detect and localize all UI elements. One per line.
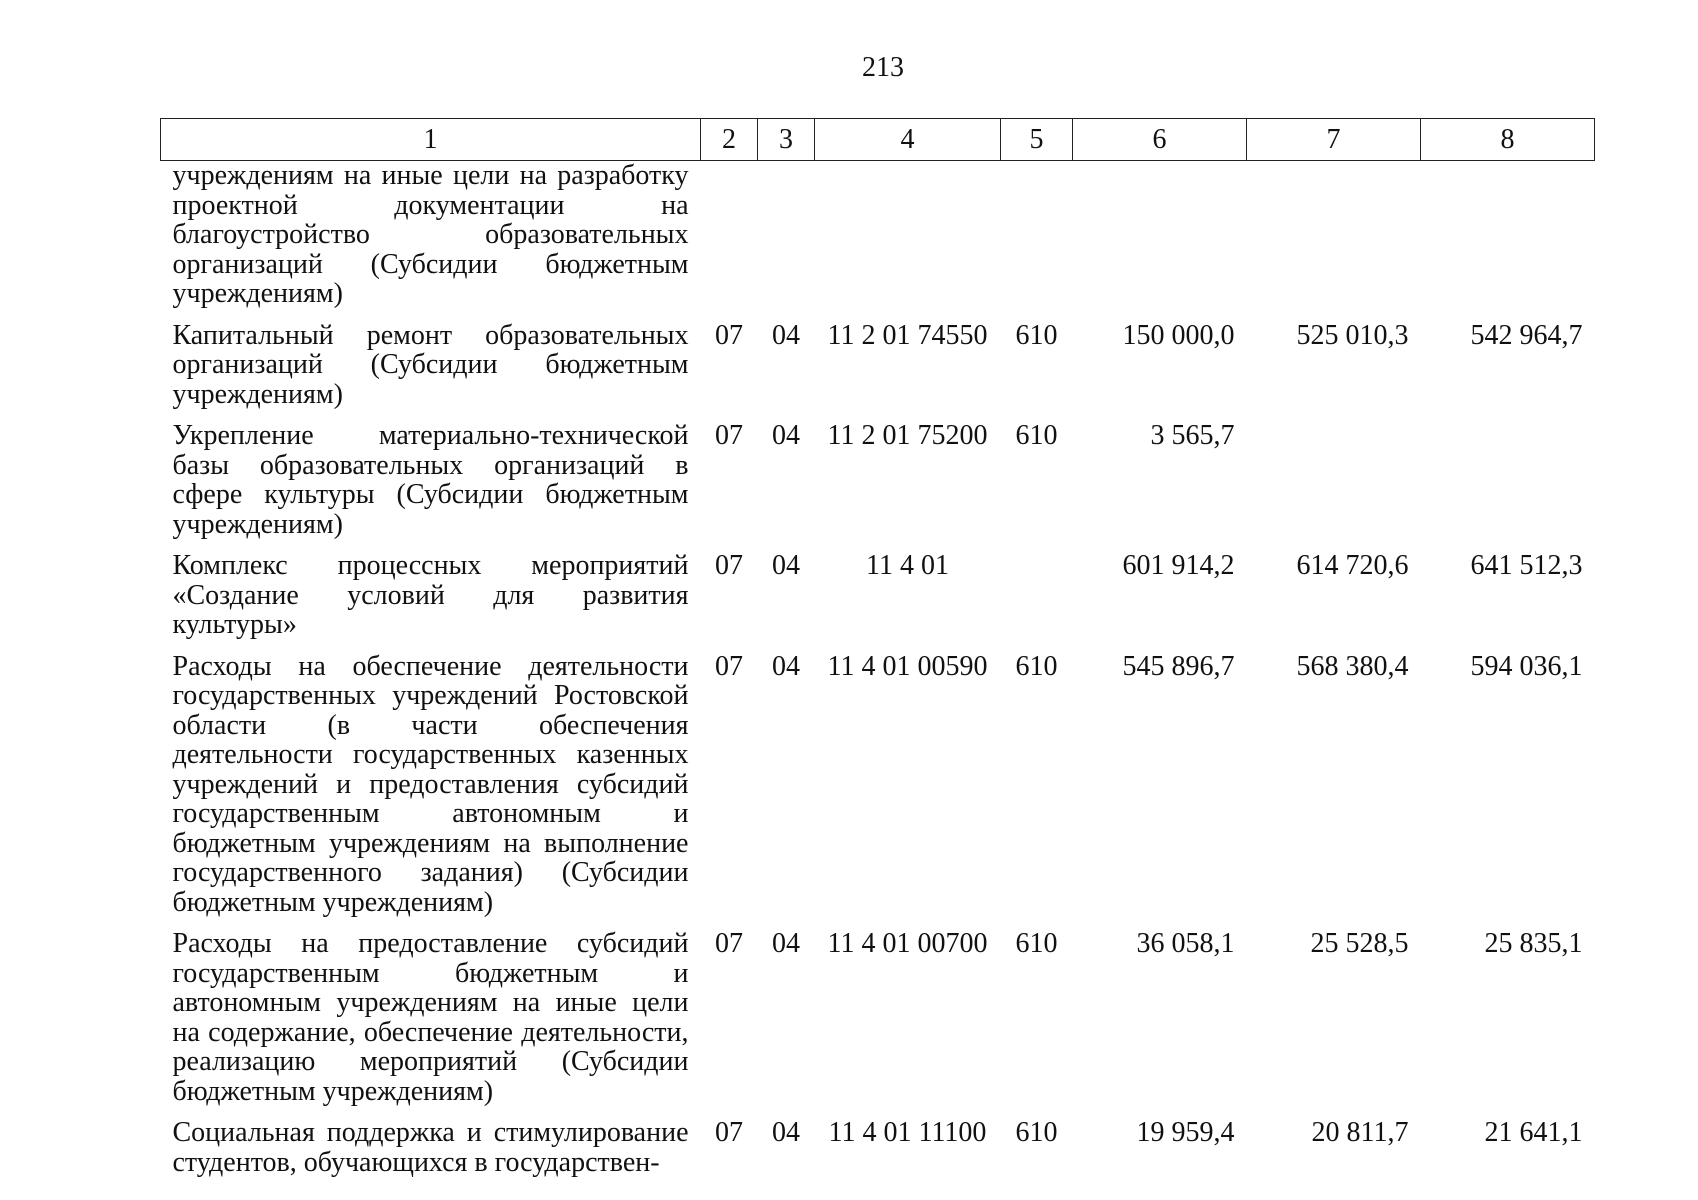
subsection-code: 04	[772, 1117, 800, 1148]
table-row	[161, 929, 1595, 1118]
target-article-code: 11 4 01 11100	[828, 1117, 987, 1148]
amount-col-7: 20 811,7	[1311, 1117, 1409, 1148]
section-code: 07	[715, 928, 743, 959]
amount-col-8: 641 512,3	[1470, 550, 1583, 581]
target-article-code: 11 2 01 75200	[827, 420, 988, 451]
budget-table	[160, 118, 1595, 1189]
target-article-code: 11 4 01 00700	[827, 928, 988, 959]
amount-col-8	[1421, 421, 1595, 551]
amount-col-6: 601 914,2	[1122, 550, 1235, 581]
amount-col-6: 545 896,7	[1122, 650, 1235, 682]
column-header: 7	[1247, 119, 1421, 161]
expense-type-code	[1001, 161, 1073, 321]
amount-col-6: 3 565,7	[1150, 420, 1235, 451]
subsection-code: 04	[772, 650, 800, 682]
target-article-code: 11 4 01	[866, 550, 949, 581]
section-code: 07	[715, 550, 743, 581]
row-description: Укрепление материально-технической базы образовательных организаций в сфере культуры (Субсидии бюджетным учреждениям)	[172, 420, 689, 540]
page-number: 213	[862, 52, 904, 83]
column-header: 4	[815, 119, 1001, 161]
table-row	[161, 161, 1595, 321]
amount-col-8	[1421, 161, 1595, 321]
subsection-code: 04	[772, 420, 800, 451]
expense-type-code: 610	[1015, 1117, 1058, 1148]
subsection-code: 04	[772, 319, 800, 351]
row-description: Социальная поддержка и стимулирование студентов, обучающихся в государствен-	[172, 1117, 689, 1178]
amount-col-7: 614 720,6	[1296, 550, 1409, 581]
expense-type-code: 610	[1015, 928, 1058, 959]
row-description: Расходы на обеспечение деятельности государственных учреждений Ростовской области (в части обеспечения деятельности государственных казенных учреждений и предоставления субсидий государственным автономным и бюджетным учреждениям на выполнение государственного задания) (Субсидии бюджетным учреждениям)	[172, 650, 689, 918]
row-description: Расходы на предоставление субсидий государственным бюджетным и автономным учреждениям на иные цели на содержание, обеспечение деятельности, реализацию мероприятий (Субсидии бюджетным учреждениям)	[172, 928, 689, 1107]
column-header: 1	[161, 119, 701, 161]
amount-col-7: 525 010,3	[1296, 319, 1409, 351]
target-article-code	[815, 161, 1001, 321]
amount-col-6: 19 959,4	[1136, 1117, 1235, 1148]
amount-col-8: 594 036,1	[1470, 650, 1583, 682]
row-description: Капитальный ремонт образовательных организаций (Субсидии бюджетным учреждениям)	[172, 319, 689, 410]
expense-type-code: 610	[1015, 650, 1058, 682]
amount-col-7	[1247, 421, 1421, 551]
row-description: учреждениям на иные цели на разработку проектной документации на благоустройство образовательных организаций (Субсидии бюджетным учреждениям)	[172, 160, 689, 309]
target-article-code: 11 2 01 74550	[827, 319, 988, 351]
expense-type-code: 610	[1015, 420, 1058, 451]
section-code: 07	[715, 420, 743, 451]
amount-col-8: 25 835,1	[1484, 928, 1583, 959]
table-row	[161, 551, 1595, 652]
amount-col-7	[1247, 161, 1421, 321]
section-code	[701, 161, 758, 321]
table-header-row	[161, 119, 1595, 161]
amount-col-8: 542 964,7	[1470, 319, 1583, 351]
amount-col-6: 36 058,1	[1136, 928, 1235, 959]
section-code: 07	[715, 319, 743, 351]
column-header: 2	[701, 119, 758, 161]
table-row	[161, 652, 1595, 930]
expense-type-code	[1001, 551, 1073, 652]
column-header: 3	[758, 119, 815, 161]
subsection-code	[758, 161, 815, 321]
amount-col-6: 150 000,0	[1122, 319, 1235, 351]
target-article-code: 11 4 01 00590	[827, 650, 988, 682]
subsection-code: 04	[772, 928, 800, 959]
table-row	[161, 421, 1595, 551]
column-header: 5	[1001, 119, 1073, 161]
table-row	[161, 1118, 1595, 1189]
amount-col-6	[1073, 161, 1247, 321]
expense-type-code: 610	[1015, 319, 1058, 351]
row-description: Комплекс процессных мероприятий «Создание условий для развития культуры»	[172, 550, 689, 640]
column-header: 8	[1421, 119, 1595, 161]
table-body	[161, 161, 1595, 1190]
table-row	[161, 321, 1595, 422]
amount-col-8: 21 641,1	[1484, 1117, 1583, 1148]
section-code: 07	[715, 650, 743, 682]
subsection-code: 04	[772, 550, 800, 581]
section-code: 07	[715, 1117, 743, 1148]
amount-col-7: 25 528,5	[1310, 928, 1409, 959]
amount-col-7: 568 380,4	[1296, 650, 1409, 682]
column-header: 6	[1073, 119, 1247, 161]
